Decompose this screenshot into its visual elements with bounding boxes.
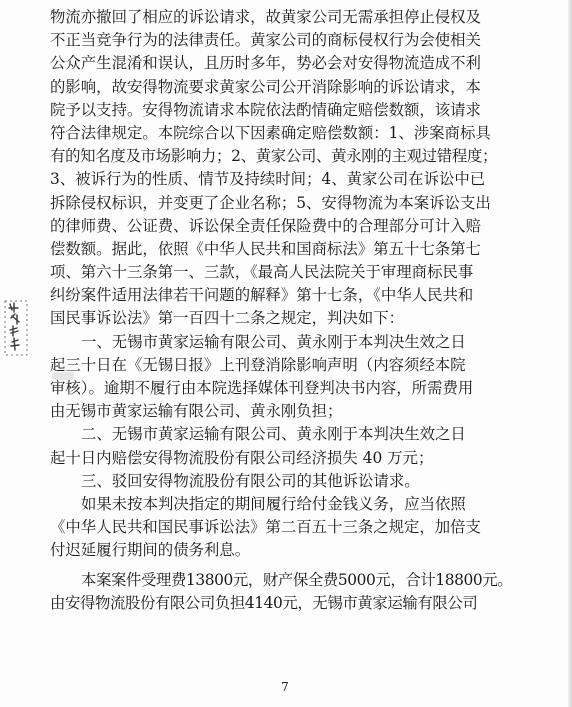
- text-line: 付迟延履行期间的债务利息。: [50, 541, 251, 560]
- text-line: 项、第六十三条第一、三款，《最高人民法院关于审理商标民事: [50, 263, 474, 282]
- document-body: [50, 6, 530, 615]
- text-line: 审核）。逾期不履行由本院选择媒体刊登判决书内容，所需费用: [50, 379, 474, 397]
- judgment-item-3: [50, 470, 530, 493]
- text-line: 偿数额。据此，依照《中华人民共和国商标法》第五十七条第七: [50, 239, 481, 258]
- text-line: 一、无锡市黄家运输有限公司、黄永刚于本判决生效之日: [81, 332, 466, 351]
- text-line: 纠纷案件适用法律若干问题的解释》第十七条，《中华人民共和: [50, 286, 474, 305]
- text-line: 的影响，故安得物流要求黄家公司公开消除影响的诉讼请求，本: [50, 77, 481, 96]
- fee-paragraph: [50, 569, 530, 615]
- text-line: 由无锡市黄家运输有限公司、黄永刚负担；: [50, 402, 343, 421]
- text-line: 三、驳回安得物流股份有限公司的其他诉讼请求。: [81, 471, 420, 490]
- text-line: 物流亦撤回了相应的诉讼请求，故黄家公司无需承担停止侵权及: [50, 8, 481, 26]
- text-line: 起三十日在《无锡日报》上刊登消除影响声明（内容须经本院: [50, 355, 466, 374]
- text-line: 有的知名度及市场影响力；2、黄家公司、黄永刚的主观过错程度；: [50, 147, 498, 166]
- text-line: 院予以支持。安得物流请求本院依法酌情确定赔偿数额，该请求: [50, 100, 481, 119]
- text-line: 国民事诉讼法》第一百四十二条之规定，判决如下：: [50, 309, 404, 328]
- text-line: 二、无锡市黄家运输有限公司、黄永刚于本判决生效之日: [81, 425, 466, 444]
- text-line: 如果未按本判决指定的期间履行给付金钱义务，应当依照: [81, 494, 466, 513]
- text-line: 由安得物流股份有限公司负担4140元，无锡市黄家运输有限公司: [50, 593, 478, 612]
- text-line: 起十日内赔偿安得物流股份有限公司经济损失 40 万元；: [50, 448, 434, 467]
- text-line: 拆除侵权标识，并变更了企业名称；5、安得物流为本案诉讼支出: [50, 193, 491, 212]
- text-line: 本案案件受理费13800元，财产保全费5000元，合计18800元。: [81, 570, 513, 589]
- page-edge: [568, 0, 572, 707]
- reasoning-paragraph: [50, 6, 530, 331]
- text-line: 《中华人民共和国民事诉讼法》第二百五十三条之规定，加倍支: [50, 518, 481, 537]
- obligation-paragraph: [50, 493, 530, 563]
- text-line: 符合法律规定。本院综合以下因素确定赔偿数额：1、涉案商标具: [50, 123, 491, 142]
- seal-stamp-icon: [2, 300, 42, 356]
- scan-smudge: [52, 372, 74, 380]
- page-number: 7: [281, 680, 289, 694]
- judgment-item-2: [50, 423, 530, 469]
- text-line: 公众产生混淆和误认，且历时多年，势必会对安得物流造成不利: [50, 54, 481, 73]
- text-line: 的律师费、公证费、诉讼保全责任保险费中的合理部分可计入赔: [50, 216, 481, 235]
- text-line: 3、被诉行为的性质、情节及持续时间；4、黄家公司在诉讼中已: [50, 170, 486, 189]
- judgment-item-1: [50, 331, 530, 424]
- text-line: 不正当竞争行为的法律责任。黄家公司的商标侵权行为会使相关: [50, 31, 481, 50]
